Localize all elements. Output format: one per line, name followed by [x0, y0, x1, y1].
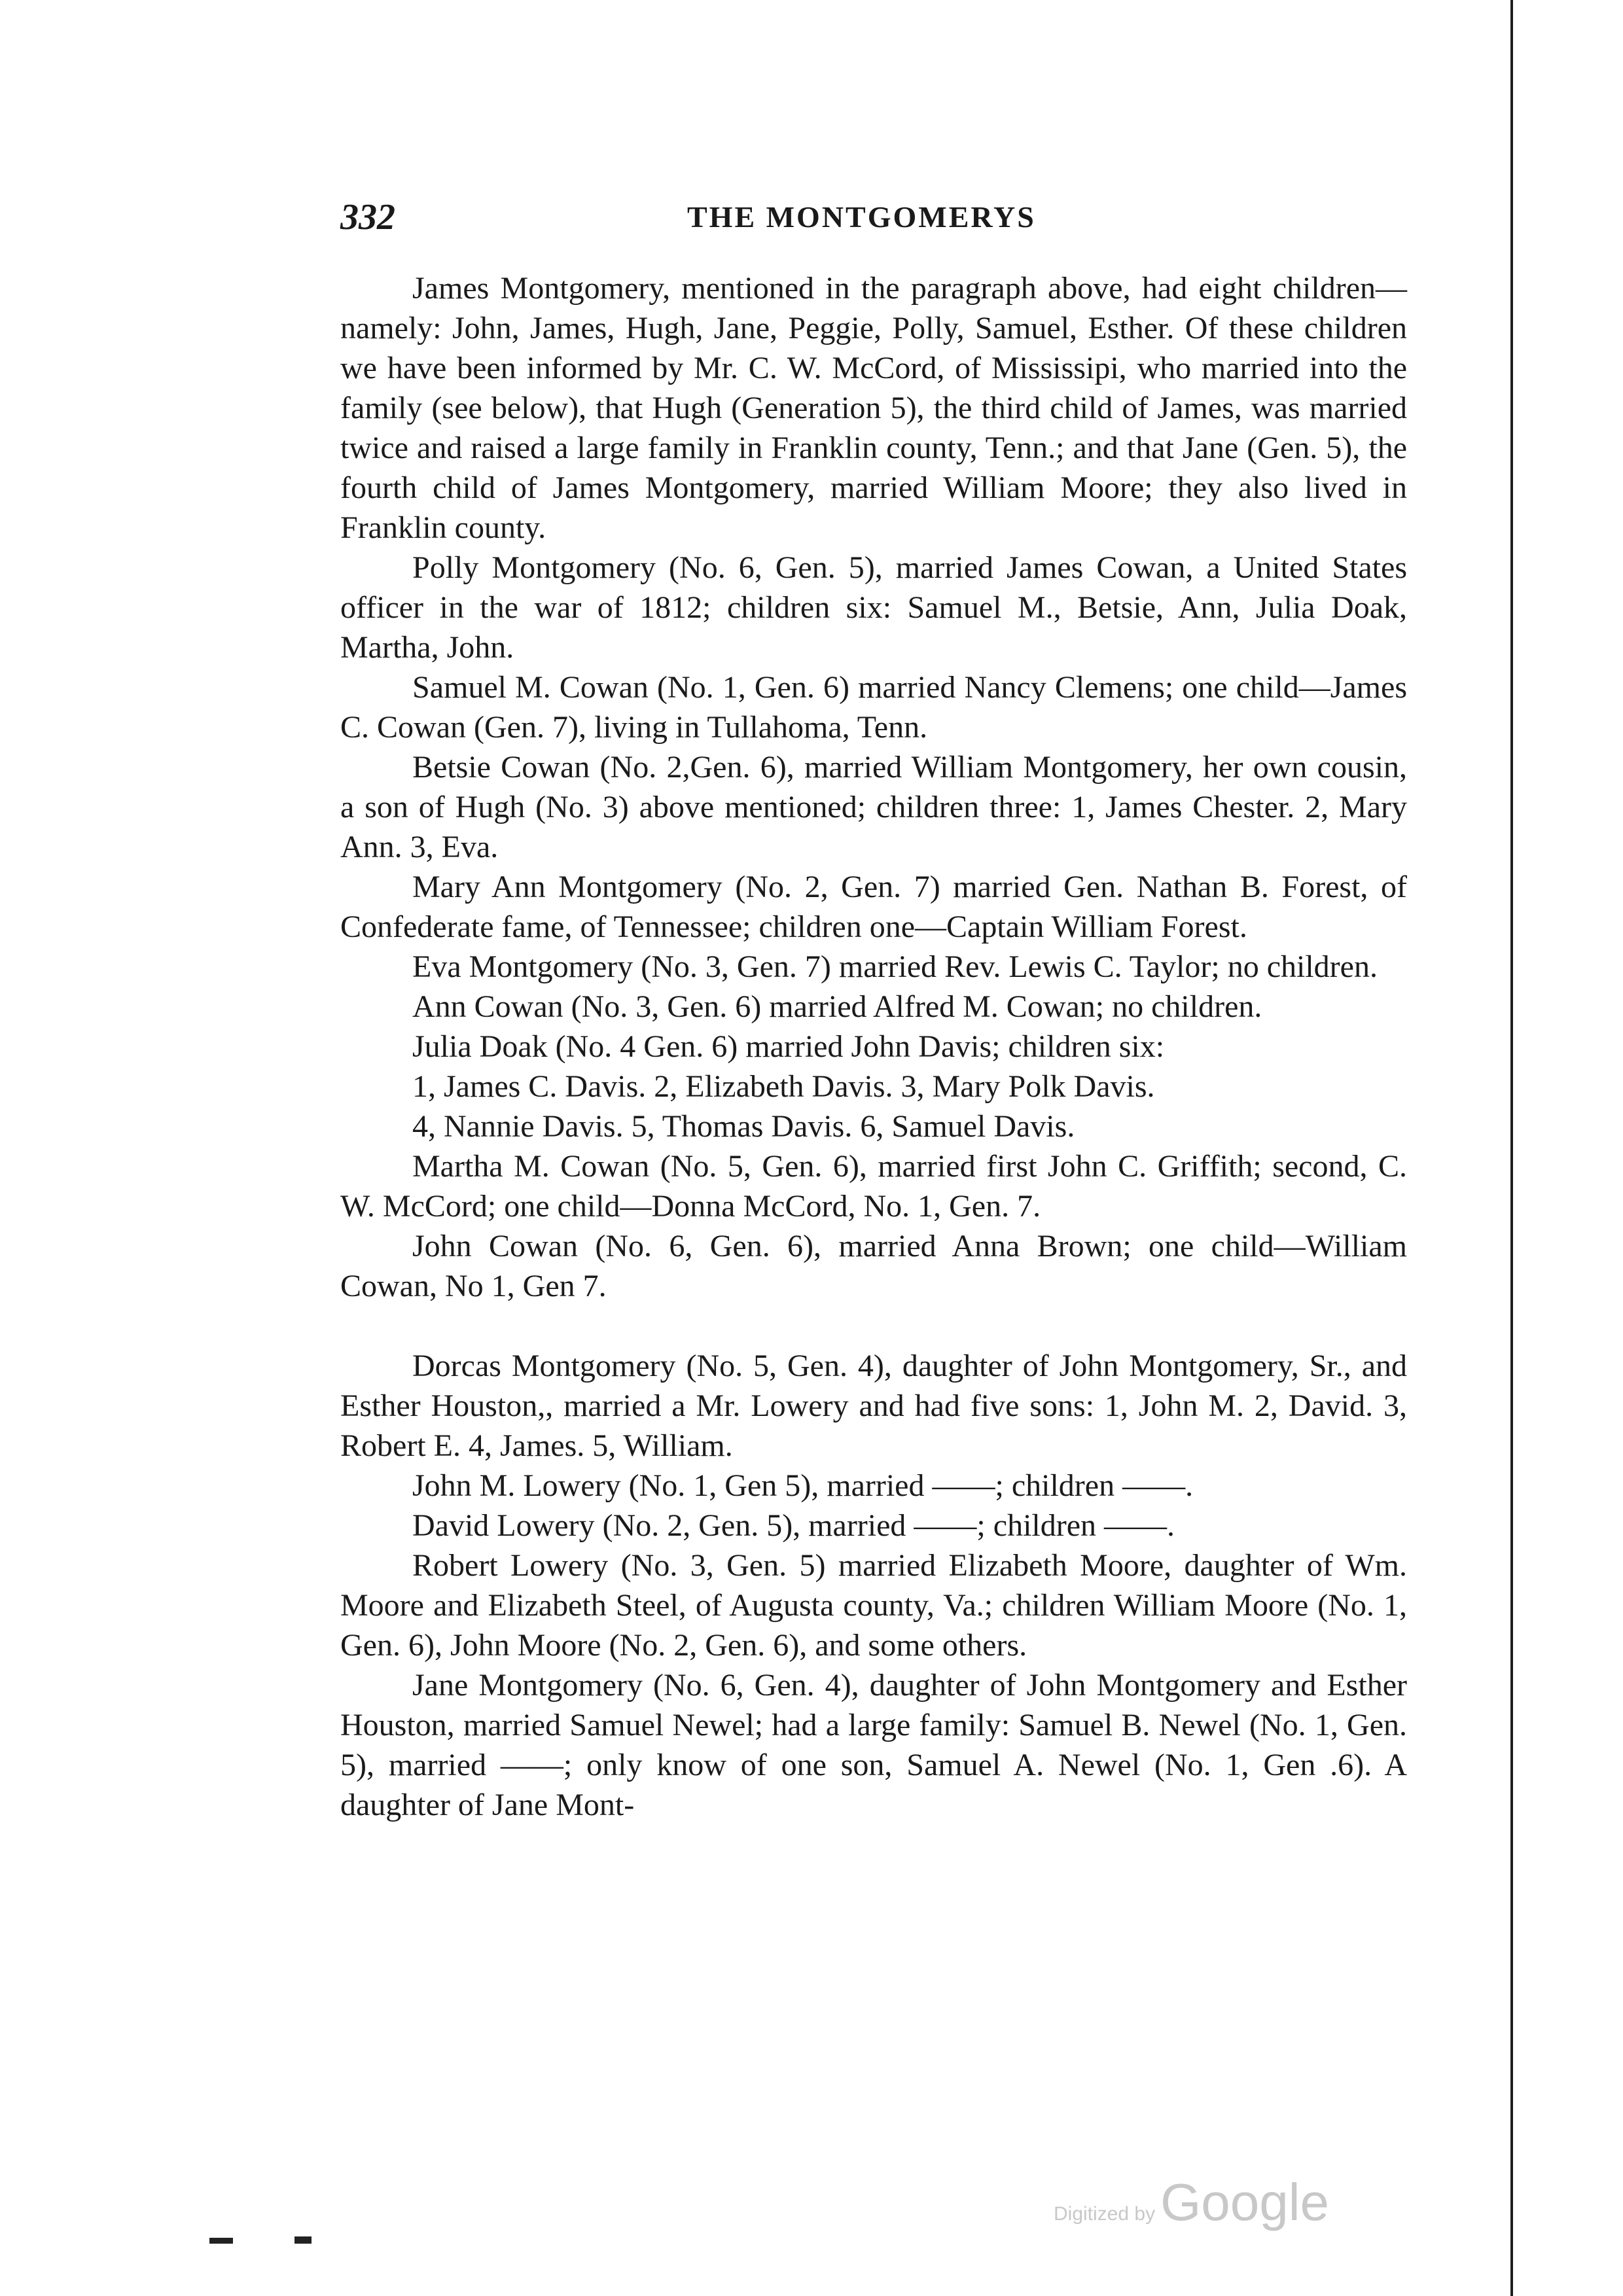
google-logo-text: Google [1160, 2173, 1330, 2231]
paragraph-martha-cowan: Martha M. Cowan (No. 5, Gen. 6), married first John C. Griffith; second, C. W. McCord; one child—Donna McCord, No. 1, Gen. 7. [340, 1149, 1407, 1224]
paragraph-eva-montgomery: Eva Montgomery (No. 3, Gen. 7) married Rev. Lewis C. Taylor; no children. [412, 949, 1378, 984]
julia-doak-line-3: 4, Nannie Davis. 5, Thomas Davis. 6, Samuel Davis. [412, 1109, 1075, 1144]
paragraph-jane-montgomery: Jane Montgomery (No. 6, Gen. 4), daughter of John Montgomery and Esther Houston, married Samuel Newel; had a large family: Samuel B. Newel (No. 1, Gen. 5), married ——; only know of one son, Samuel A. Newel (No. 1, Gen .6). A daughter of Jane Mont- [340, 1668, 1407, 1822]
julia-doak-line-1: Julia Doak (No. 4 Gen. 6) married John Davis; children six: [412, 1029, 1165, 1064]
julia-doak-line-2: 1, James C. Davis. 2, Elizabeth Davis. 3, Mary Polk Davis. [412, 1069, 1155, 1104]
paragraph-mary-ann-montgomery: Mary Ann Montgomery (No. 2, Gen. 7) married Gen. Nathan B. Forest, of Confederate fame, of Tennessee; children one—Captain William Forest. [340, 870, 1407, 944]
running-head: THE MONTGOMERYS [687, 200, 1036, 234]
paragraph-dorcas-montgomery: Dorcas Montgomery (No. 5, Gen. 4), daughter of John Montgomery, Sr., and Esther Houston,, married a Mr. Lowery and had five sons: 1, John M. 2, David. 3, Robert E. 4, James. 5, William. [340, 1349, 1407, 1463]
paragraph-betsie-cowan: Betsie Cowan (No. 2,Gen. 6), married William Montgomery, her own cousin, a son of Hugh (No. 3) above mentioned; children three: 1, James Chester. 2, Mary Ann. 3, Eva. [340, 750, 1407, 864]
page-edge-rule [1510, 0, 1513, 2296]
scan-mark [209, 2238, 233, 2244]
paragraph-john-lowery: John M. Lowery (No. 1, Gen 5), married ——; children ——. [412, 1468, 1194, 1503]
body-text [340, 268, 1407, 1825]
paragraph-john-cowan: John Cowan (No. 6, Gen. 6), married Anna Brown; one child—William Cowan, No 1, Gen 7. [340, 1229, 1407, 1303]
section-gap [340, 1306, 1407, 1346]
paragraph-polly-montgomery: Polly Montgomery (No. 6, Gen. 5), married James Cowan, a United States officer in the war of 1812; children six: Samuel M., Betsie, Ann, Julia Doak, Martha, John. [340, 550, 1407, 665]
paragraph-james-montgomery: James Montgomery, mentioned in the paragraph above, had eight children—namely: John, James, Hugh, Jane, Peggie, Polly, Samuel, Esther. Of these children we have been informed by Mr. C. W. McCord, of Mississipi, who married into the family (see below), that Hugh (Generation 5), the third child of James, was married twice and raised a large family in Franklin county, Tenn.; and that Jane (Gen. 5), the fourth child of James Montgomery, married William Moore; they also lived in Franklin county. [340, 271, 1407, 545]
scan-mark [294, 2236, 312, 2244]
digitized-by-google-watermark [1054, 2172, 1329, 2233]
digitized-by-label: Digitized by [1054, 2203, 1156, 2225]
paragraph-ann-cowan: Ann Cowan (No. 3, Gen. 6) married Alfred M. Cowan; no children. [412, 989, 1262, 1024]
paragraph-robert-lowery: Robert Lowery (No. 3, Gen. 5) married Elizabeth Moore, daughter of Wm. Moore and Elizabeth Steel, of Augusta county, Va.; children William Moore (No. 1, Gen. 6), John Moore (No. 2, Gen. 6), and some others. [340, 1548, 1407, 1663]
paragraph-samuel-cowan: Samuel M. Cowan (No. 1, Gen. 6) married Nancy Clemens; one child—James C. Cowan (Gen. 7), living in Tullahoma, Tenn. [340, 670, 1407, 745]
paragraph-david-lowery: David Lowery (No. 2, Gen. 5), married ——; children ——. [412, 1508, 1175, 1543]
page-number: 332 [340, 197, 395, 238]
